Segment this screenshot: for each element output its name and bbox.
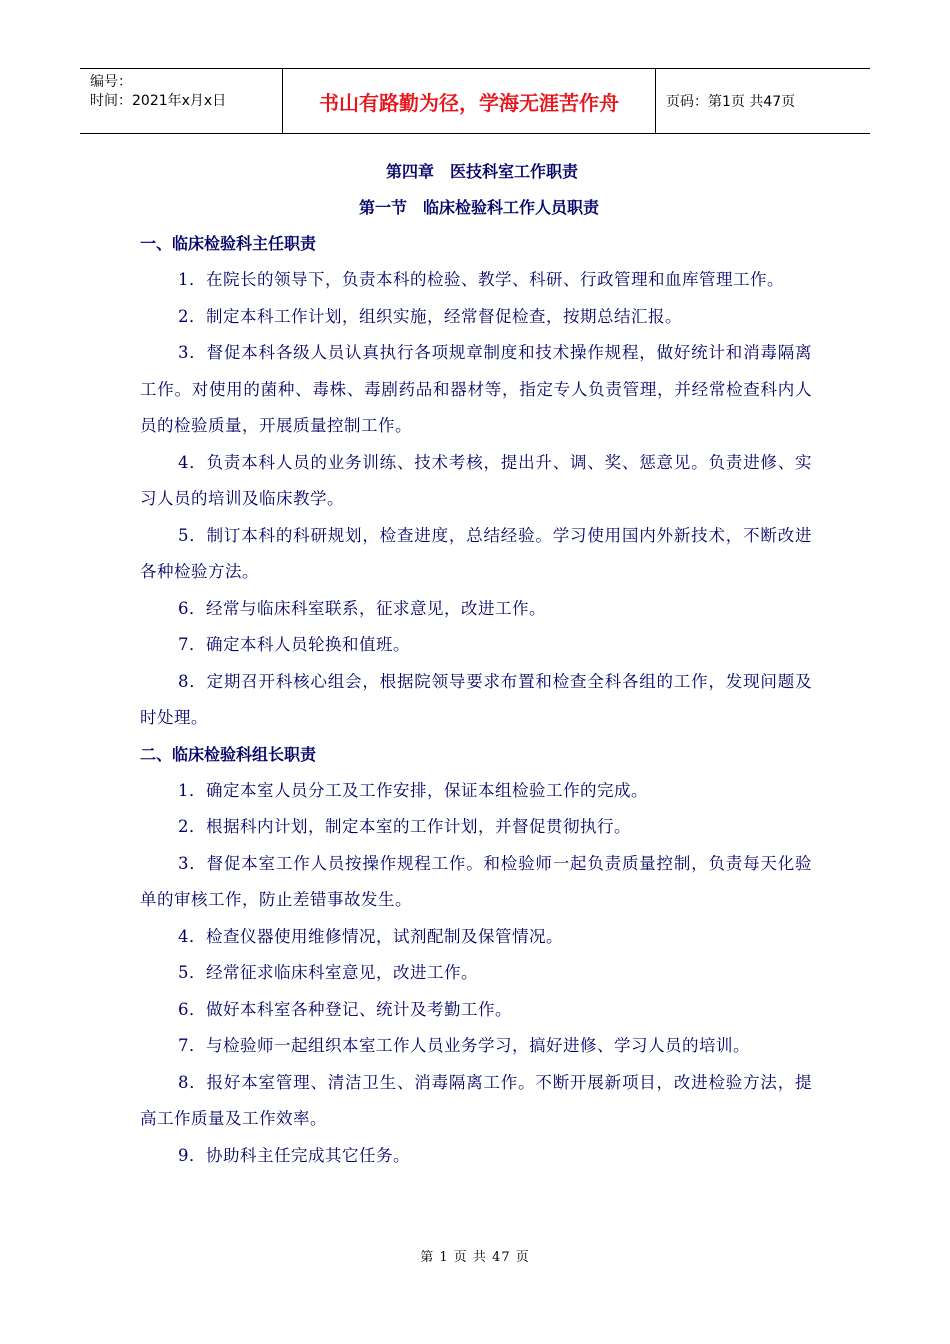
list-item: 4．检查仪器使用维修情况，试剂配制及保管情况。 xyxy=(178,926,563,946)
list-item: 4．负责本科人员的业务训练、技术考核，提出升、调、奖、惩意见。负责进修、实习人员的培训及临床教学。 xyxy=(140,452,812,508)
list-item: 1．在院长的领导下，负责本科的检验、教学、科研、行政管理和血库管理工作。 xyxy=(178,270,784,289)
list-item: 3．督促本室工作人员按操作规程工作。和检验师一起负责质量控制，负责每天化验单的审核工作，防止差错事故发生。 xyxy=(140,853,812,909)
list-item: 8．报好本室管理、清洁卫生、消毒隔离工作。不断开展新项目，改进检验方法，提高工作质量及工作效率。 xyxy=(140,1072,812,1128)
header-meta xyxy=(80,69,282,133)
list-item: 3．督促本科各级人员认真执行各项规章制度和技术操作规程，做好统计和消毒隔离工作。对使用的菌种、毒株、毒剧药品和器材等，指定专人负责管理，并经常检查科内人员的检验质量，开展质量控制工作。 xyxy=(140,343,812,435)
list-item: 5．制订本科的科研规划，检查进度，总结经验。学习使用国内外新技术，不断改进各种检验方法。 xyxy=(140,525,812,581)
document-body xyxy=(140,154,812,1174)
list-item: 7．与检验师一起组织本室工作人员业务学习，搞好进修、学习人员的培训。 xyxy=(178,1036,750,1055)
doc-date: 时间：2021年x月x日 xyxy=(90,93,227,109)
list-item: 6．做好本科室各种登记、统计及考勤工作。 xyxy=(178,999,512,1019)
list-item: 6．经常与临床科室联系，征求意见，改进工作。 xyxy=(178,598,546,618)
list-item: 7．确定本科人员轮换和值班。 xyxy=(178,635,410,654)
list-item: 1．确定本室人员分工及工作安排，保证本组检验工作的完成。 xyxy=(178,780,648,800)
header-motto: 书山有路勤为径，学海无涯苦作舟 xyxy=(282,69,656,133)
doc-number-label: 编号： xyxy=(90,74,132,90)
section-heading: 一、临床检验科主任职责 xyxy=(140,234,317,253)
page-footer: 第 1 页 共 47 页 xyxy=(420,1250,530,1265)
list-item: 2．制定本科工作计划，组织实施，经常督促检查，按期总结汇报。 xyxy=(178,306,682,326)
list-item: 2．根据科内计划，制定本室的工作计划，并督促贯彻执行。 xyxy=(178,817,631,836)
section-heading: 二、临床检验科组长职责 xyxy=(140,744,317,764)
list-item: 8．定期召开科核心组会，根据院领导要求布置和检查全科各组的工作，发现问题及时处理。 xyxy=(140,671,812,727)
chapter-title: 第四章 医技科室工作职责 xyxy=(385,162,578,181)
section-title: 第一节 临床检验科工作人员职责 xyxy=(358,198,599,217)
list-item: 9．协助科主任完成其它任务。 xyxy=(178,1145,410,1165)
page-header xyxy=(80,68,870,134)
list-item: 5．经常征求临床科室意见，改进工作。 xyxy=(178,963,478,982)
header-page-info: 页码：第1页 共47页 xyxy=(666,94,796,110)
